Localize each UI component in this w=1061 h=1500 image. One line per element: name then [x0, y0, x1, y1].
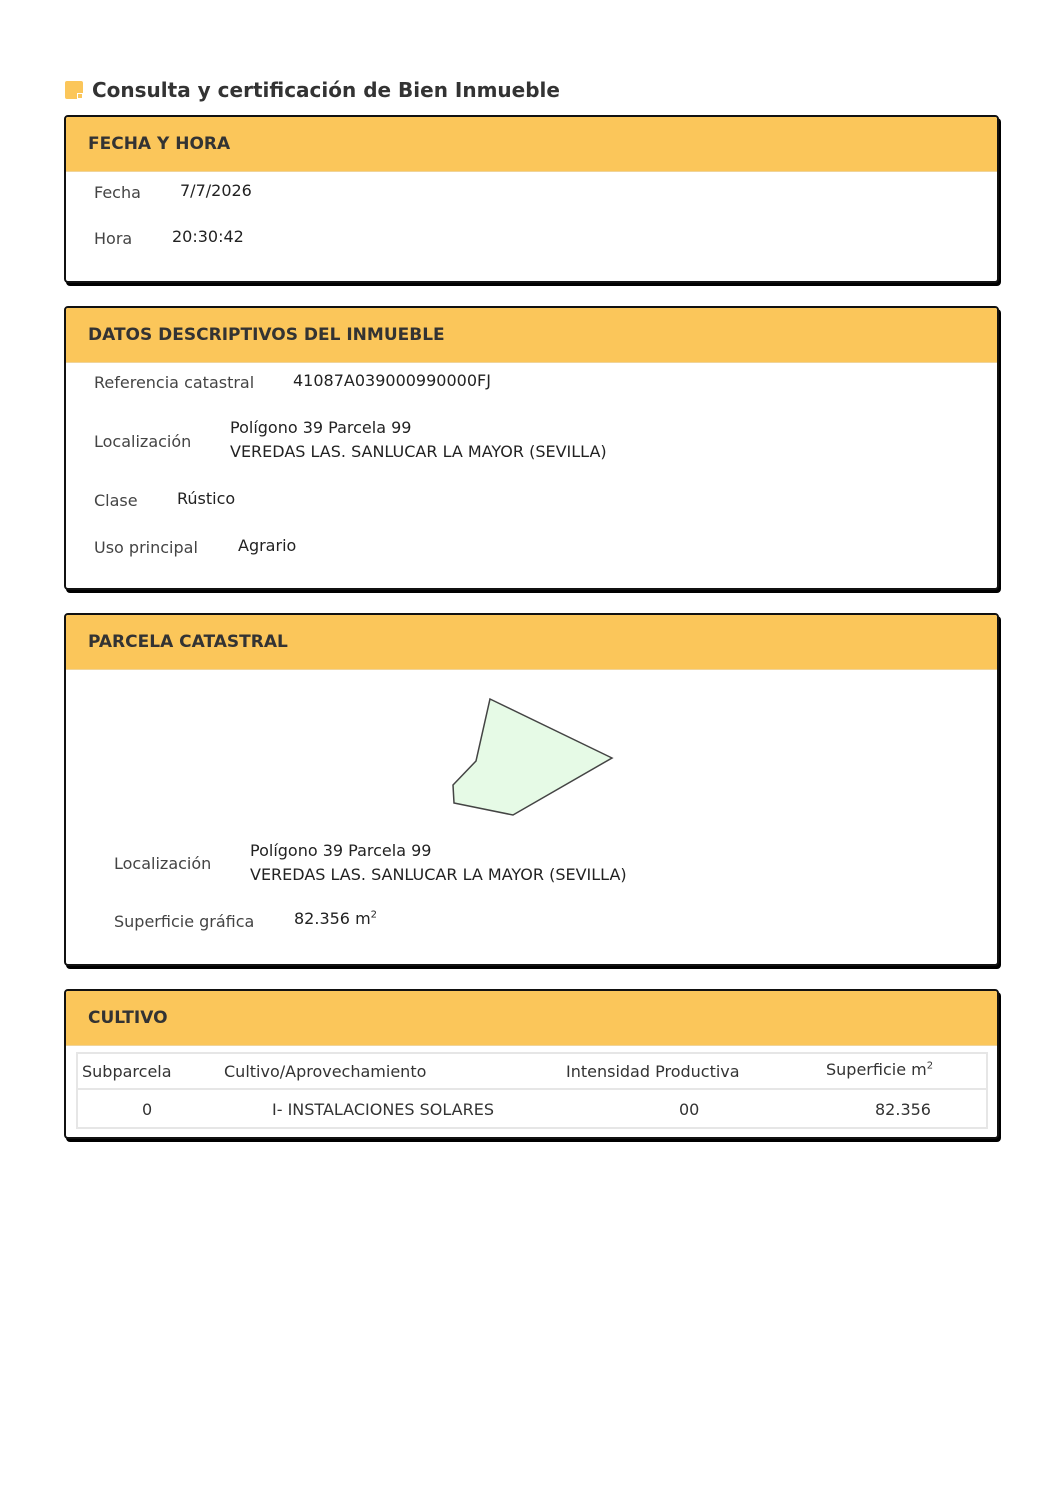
superficie-grafica-value: 82.356 $m^2$	[294, 909, 378, 928]
parcel-polygon	[453, 699, 612, 815]
parcela-localizacion-line2: VEREDAS LAS. SANLUCAR LA MAYOR (SEVILLA)	[250, 865, 627, 884]
superficie-grafica-label: Superficie gráfica	[114, 912, 255, 931]
col-intensidad: Intensidad Productiva	[566, 1062, 740, 1081]
table-row	[78, 1092, 986, 1128]
table-header-row	[78, 1054, 986, 1090]
cultivo-table	[76, 1052, 988, 1129]
localizacion-line2: VEREDAS LAS. SANLUCAR LA MAYOR (SEVILLA)	[230, 442, 607, 461]
fecha-label: Fecha	[94, 183, 141, 202]
section-header: PARCELA CATASTRAL	[66, 615, 997, 670]
cell-subparcela: 0	[142, 1100, 153, 1119]
page-title-wrap	[65, 78, 560, 102]
cell-intensidad: 00	[679, 1100, 700, 1119]
referencia-label: Referencia catastral	[94, 373, 255, 392]
hora-value: 20:30:42	[172, 227, 244, 246]
clase-label: Clase	[94, 491, 138, 510]
parcela-localizacion-line1: Polígono 39 Parcela 99	[250, 841, 432, 860]
localizacion-line1: Polígono 39 Parcela 99	[230, 418, 412, 437]
col-superficie: Superficie $m^2$	[826, 1060, 934, 1079]
uso-value: Agrario	[238, 536, 297, 555]
clase-value: Rústico	[177, 489, 236, 508]
section-header: FECHA Y HORA	[66, 117, 997, 172]
page-title: Consulta y certificación de Bien Inmueble	[92, 78, 560, 102]
parcela-localizacion-label: Localización	[114, 854, 212, 873]
section-header: DATOS DESCRIPTIVOS DEL INMUEBLE	[66, 308, 997, 363]
section-header: CULTIVO	[66, 991, 997, 1046]
col-cultivo: Cultivo/Aprovechamiento	[224, 1062, 427, 1081]
parcel-map	[446, 695, 616, 825]
datos-descriptivos-section	[64, 306, 999, 590]
hora-label: Hora	[94, 229, 133, 248]
fecha-hora-section	[64, 115, 999, 283]
cultivo-section	[64, 989, 999, 1139]
referencia-value: 41087A039000990000FJ	[293, 371, 491, 390]
col-subparcela: Subparcela	[82, 1062, 172, 1081]
cell-cultivo: I- INSTALACIONES SOLARES	[272, 1100, 495, 1119]
localizacion-label: Localización	[94, 432, 192, 451]
uso-label: Uso principal	[94, 538, 198, 557]
cell-superficie: 82.356	[875, 1100, 931, 1119]
parcela-catastral-section	[64, 613, 999, 966]
document-icon	[65, 81, 83, 99]
fecha-value: 7/7/2026	[180, 181, 252, 200]
